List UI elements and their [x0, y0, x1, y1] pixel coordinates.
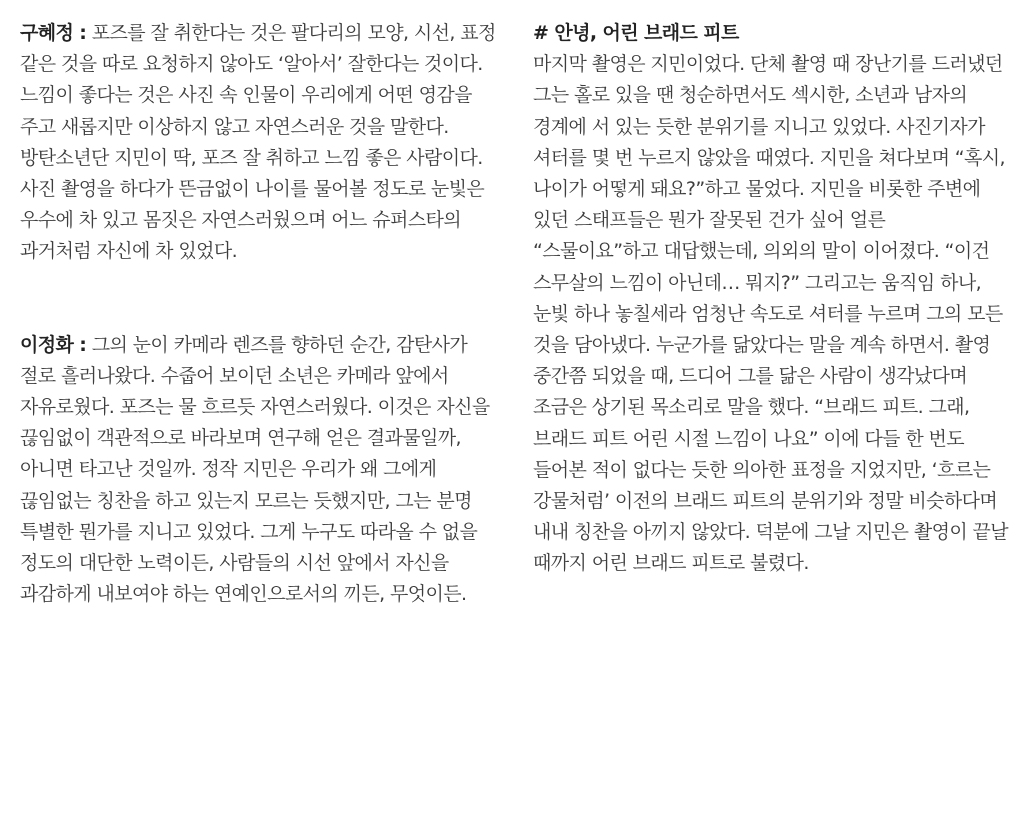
left-column: [20, 18, 500, 610]
speaker-name: 이정화 :: [20, 333, 87, 356]
answer-text: 포즈를 잘 취한다는 것은 팔다리의 모양, 시선, 표정 같은 것을 따로 요청하지 않아도 ‘알아서’ 잘한다는 것이다. 느낌이 좋다는 것은 사진 속 인물이 우리에게 어떤 영감을 주고 새롭지만 이상하지 않고 자연스러운 것을 말한다. 방탄소년단 지민이 딱, 포즈 잘 취하고 느낌 좋은 사람이다. 사진 촬영을 하다가 뜬금없이 나이를 물어볼 정도로 눈빛은 우수에 차 있고 몸짓은 자연스러웠으며 어느 슈퍼스타의 과거처럼 자신에 차 있었다.: [20, 22, 496, 263]
section-body: 마지막 촬영은 지민이었다. 단체 촬영 때 장난기를 드러냈던 그는 홀로 있을 땐 청순하면서도 섹시한, 소년과 남자의 경계에 서 있는 듯한 분위기를 지니고 있었다. 사진기자가 셔터를 몇 번 누르지 않았을 때였다. 지민을 쳐다보며 “혹시, 나이가 어떻게 돼요?”하고 물었다. 지민을 비롯한 주변에 있던 스태프들은 뭔가 잘못된 건가 싶어 얼른 “스물이요”하고 대답했는데, 의외의 말이 이어졌다. “이건 스무살의 느낌이 아닌데… 뭐지?” 그리고는 움직임 하나, 눈빛 하나 놓칠세라 엄청난 속도로 셔터를 누르며 그의 모든 것을 담아냈다. 누군가를 닮았다는 말을 계속 하면서. 촬영 중간쯤 되었을 때, 드디어 그를 닮은 사람이 생각났다며 조금은 상기된 목소리로 말을 했다. “브래드 피트. 그래, 브래드 피트 어린 시절 느낌이 나요” 이에 다들 한 번도 들어본 적이 없다는 듯한 의아한 표정을 지었지만, ‘흐르는 강물처럼’ 이전의 브래드 피트의 분위기와 정말 비슷하다며 내내 칭찬을 아끼지 않았다. 덕분에 그날 지민은 촬영이 끝날 때까지 어린 브래드 피트로 불렸다.: [533, 53, 1009, 575]
answer-text: 그의 눈이 카메라 렌즈를 향하던 순간, 감탄사가 절로 흘러나왔다. 수줍어 보이던 소년은 카메라 앞에서 자유로웠다. 포즈는 물 흐르듯 자연스러웠다. 이것은 자신을 끊임없이 객관적으로 바라보며 연구해 얻은 결과물일까, 아니면 타고난 것일까. 정작 지민은 우리가 왜 그에게 끊임없는 칭찬을 하고 있는지 모르는 듯했지만, 그는 분명 특별한 뭔가를 지니고 있었다. 그게 누구도 따라올 수 없을 정도의 대단한 노력이든, 사람들의 시선 앞에서 자신을 과감하게 내보여야 하는 연예인으로서의 끼든, 무엇이든.: [20, 333, 490, 606]
speaker-name: 구혜정 :: [20, 22, 87, 44]
right-column: [533, 18, 1013, 580]
interview-answer-1: [20, 18, 500, 268]
paragraph-gap: [20, 268, 500, 330]
section-heading: # 안녕, 어린 브래드 피트: [533, 22, 739, 44]
interview-answer-2: [20, 330, 500, 611]
